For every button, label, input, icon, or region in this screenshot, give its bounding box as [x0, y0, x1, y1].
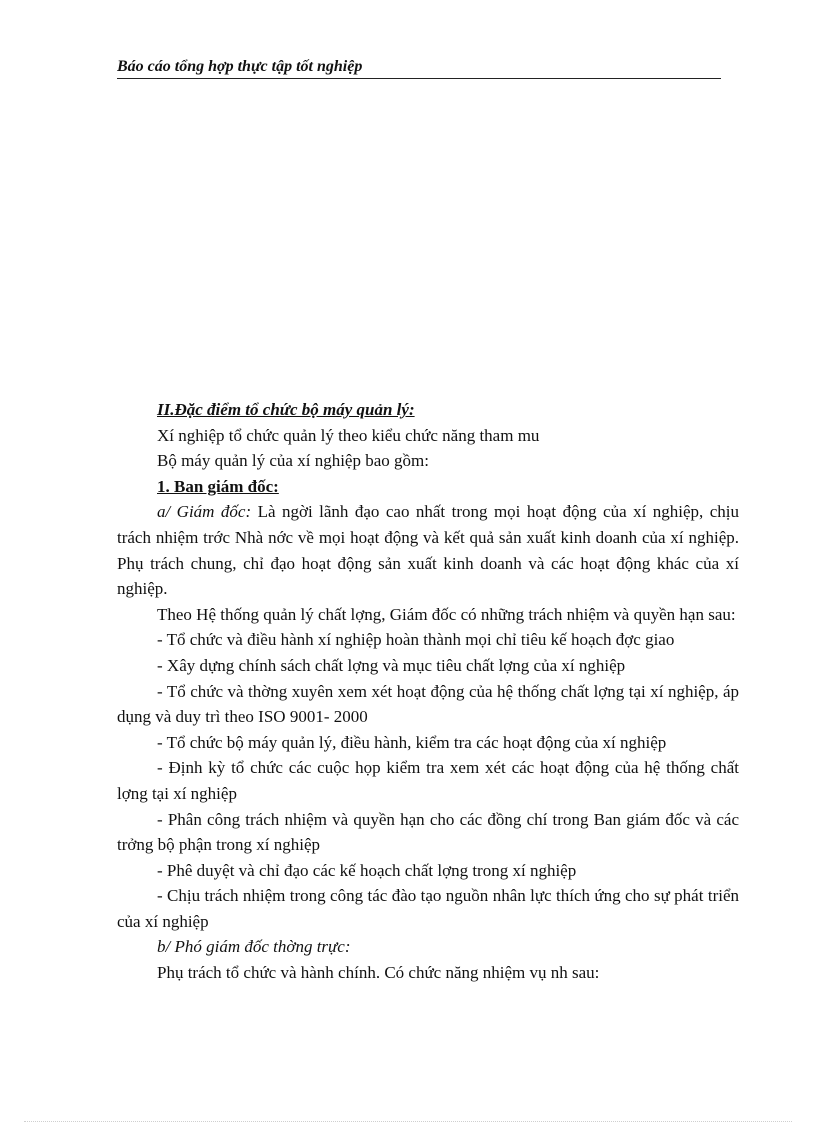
duty-item: - Tổ chức bộ máy quản lý, điều hành, kiểm tra các hoạt động của xí nghiệp	[157, 732, 667, 752]
page-header	[117, 56, 721, 79]
director-description: Là ngời lãnh đạo cao nhất trong mọi hoạt động của xí nghiệp, chịu trách nhiệm trớc Nhà nớc về mọi hoạt động và kết quả sản xuất kinh doanh của xí nghiệp. Phụ trách chung, chỉ đạo hoạt động sản xuất kinh doanh và các hoạt động khác của xí nghiệp.	[117, 502, 739, 599]
subsection-heading-text: 1. Ban giám đốc:	[157, 476, 279, 496]
duty-item: - Định kỳ tổ chức các cuộc họp kiểm tra xem xét các hoạt động của hệ thống chất lợng tại xí nghiệp	[117, 758, 739, 803]
duty-item: - Tổ chức và điều hành xí nghiệp hoàn thành mọi chỉ tiêu kế hoạch đợc giao	[157, 630, 675, 650]
intro-paragraph: Bộ máy quản lý của xí nghiệp bao gồm:	[157, 451, 429, 471]
deputy-heading	[117, 934, 739, 960]
intro-paragraph: Xí nghiệp tổ chức quản lý theo kiểu chức năng tham mu	[157, 425, 540, 445]
duty-item: - Xây dựng chính sách chất lợng và mục tiêu chất lợng của xí nghiệp	[157, 655, 626, 675]
duty-item: - Tổ chức và thờng xuyên xem xét hoạt động của hệ thống chất lợng tại xí nghiệp, áp dụng và duy trì theo ISO 9001- 2000	[117, 681, 739, 727]
section-heading	[117, 397, 739, 423]
duty-item: - Phê duyệt và chỉ đạo các kế hoạch chất lợng trong xí nghiệp	[157, 860, 577, 880]
deputy-label: b/ Phó giám đốc thờng trực:	[157, 937, 351, 957]
subsection-heading	[117, 474, 739, 500]
section-heading-text: II.Đặc điểm tổ chức bộ máy quản lý:	[157, 400, 415, 419]
duties-intro: Theo Hệ thống quản lý chất lợng, Giám đốc có những trách nhiệm và quyền hạn sau:	[157, 604, 736, 624]
page-bottom-rule	[24, 1121, 792, 1122]
duty-item: - Phân công trách nhiệm và quyền hạn cho các đồng chí trong Ban giám đốc và các trởng bộ phận trong xí nghiệp	[117, 809, 739, 855]
document-body	[117, 397, 739, 986]
duty-item: - Chịu trách nhiệm trong công tác đào tạo nguồn nhân lực thích ứng cho sự phát triển của xí nghiệp	[117, 886, 739, 931]
director-paragraph	[117, 499, 739, 601]
deputy-paragraph: Phụ trách tổ chức và hành chính. Có chức năng nhiệm vụ nh sau:	[157, 963, 600, 983]
director-label: a/ Giám đốc:	[157, 502, 252, 522]
running-title: Báo cáo tổng hợp thực tập tốt nghiệp	[117, 58, 363, 75]
